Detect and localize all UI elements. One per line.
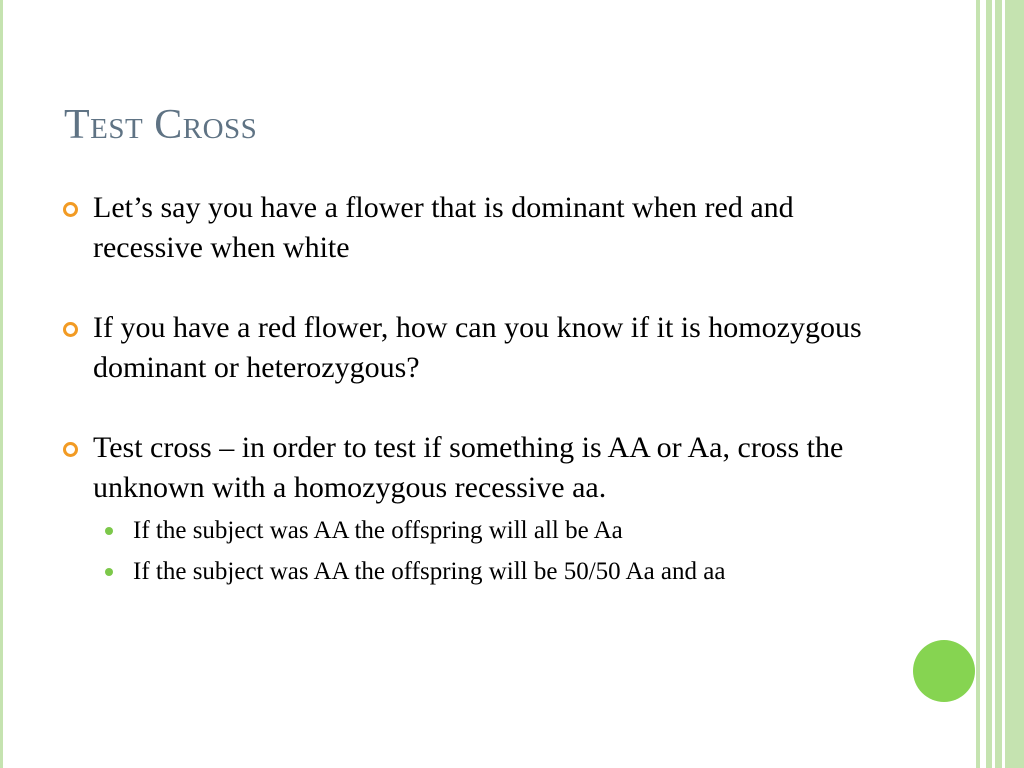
bullet-item <box>60 188 880 268</box>
slide-title: Test Cross <box>64 102 258 148</box>
bullet-item <box>60 308 880 388</box>
bullet-circle-icon <box>63 322 78 337</box>
sub-bullet-text: If the subject was AA the offspring will be 50/50 Aa and aa <box>133 558 726 585</box>
bullet-circle-icon <box>63 442 78 457</box>
sub-bullet-dot-icon <box>105 568 113 576</box>
bullet-text: Let’s say you have a flower that is dominant when red and recessive when white <box>93 191 794 264</box>
bullet-text: Test cross – in order to test if something is AA or Aa, cross the unknown with a homozygous recessive aa. <box>93 431 844 504</box>
right-stripe <box>1005 0 1024 768</box>
bullet-circle-icon <box>63 202 78 217</box>
sub-bullet-item <box>93 514 880 547</box>
bullet-text: If you have a red flower, how can you know if it is homozygous dominant or heterozygous? <box>93 311 862 384</box>
slide-body <box>60 188 880 588</box>
sub-bullet-item <box>93 555 880 588</box>
sub-bullet-text: If the subject was AA the offspring will all be Aa <box>133 517 623 544</box>
sub-bullet-dot-icon <box>105 527 113 535</box>
left-border <box>0 0 3 768</box>
bullet-item <box>60 428 880 508</box>
right-stripe <box>995 0 1002 768</box>
accent-dot <box>913 640 975 702</box>
